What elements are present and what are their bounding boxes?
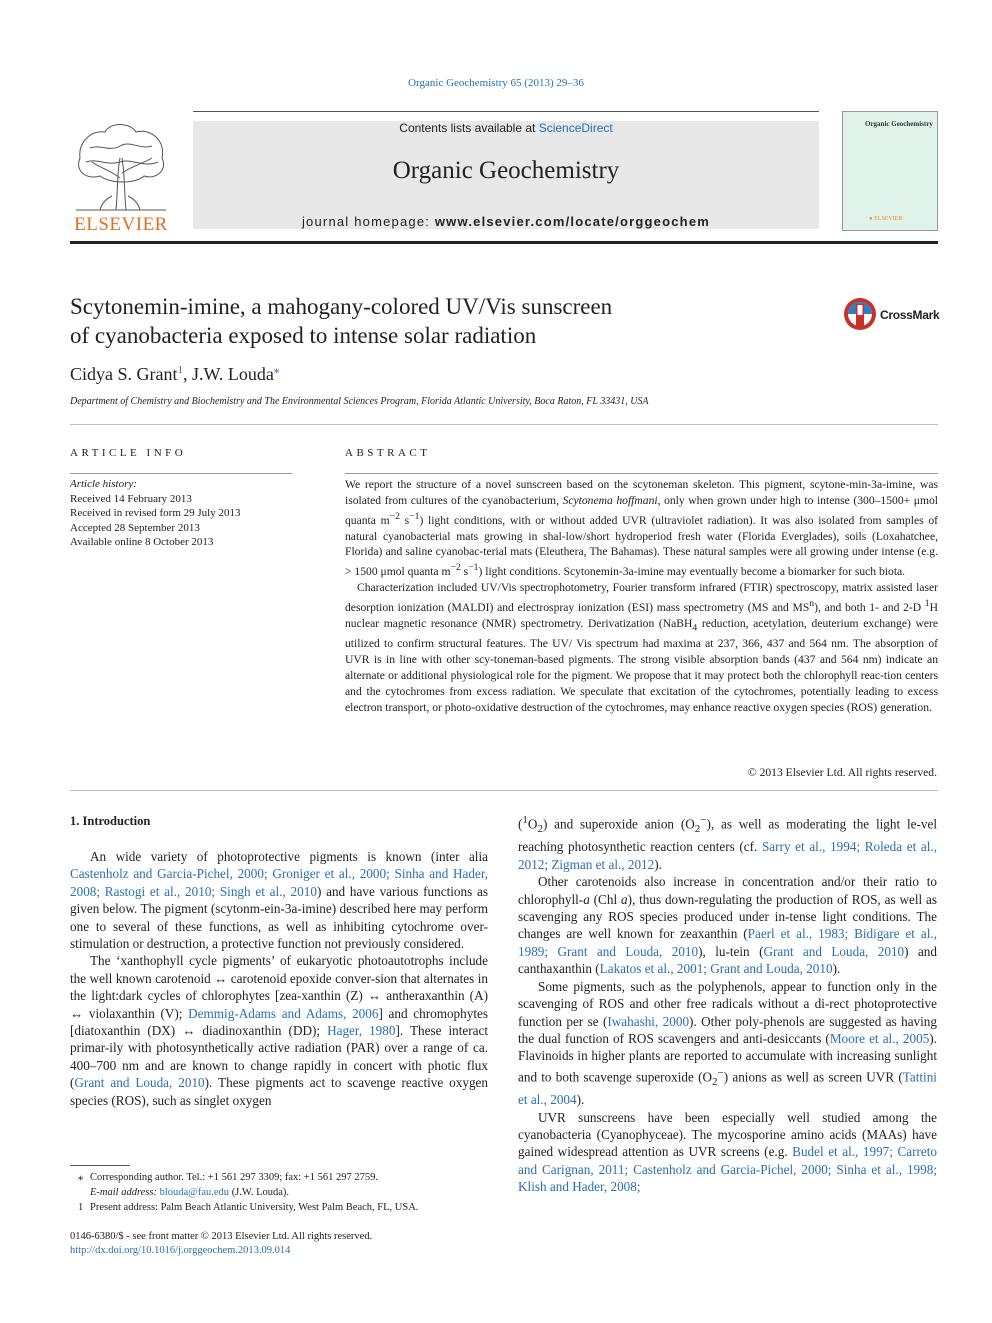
citation-link[interactable]: Tattini et al., 2004	[518, 1069, 937, 1108]
author-grant-footnote-mark[interactable]: 1	[177, 364, 183, 376]
elsevier-logo	[70, 118, 172, 234]
history-received: Received 14 February 2013	[70, 492, 192, 505]
footnote-corresponding-text: Corresponding author. Tel.: +1 561 297 3309; fax: +1 561 297 2759.	[90, 1172, 378, 1183]
contents-line	[193, 121, 819, 135]
article-title	[70, 292, 710, 350]
citation-link[interactable]: Castenholz and Garcia-Pichel, 2000; Groniger et al., 2000; Sinha and Hader, 2008; Rastogi et al., 2010; Singh et al., 2010	[70, 866, 488, 899]
journal-title: Organic Geochemistry	[392, 157, 620, 184]
intro-paragraph-4: Some pigments, such as the polyphenols, appear to function only in the scavenging of ROS and other free radicals without a di-rect photoprotective function per se (Iwahashi, 2000). Other poly-phenols are suggested as having the dual function of ROS scavengers and anti-desiccants (Moore et al., 2005). Flavinoids in higher plants are reported to accumulate with increasing sunlight and to both scavenge superoxide $(O_2^-)$ anions as well as screen UVR (Tattini et al., 2004).	[518, 978, 937, 1108]
homepage-url[interactable]: www.elsevier.com/locate/orggeochem	[434, 214, 711, 229]
elsevier-wordmark: ELSEVIER	[74, 214, 168, 235]
journal-cover-thumbnail[interactable]	[842, 111, 938, 231]
title-line-2: of cyanobacteria exposed to intense solar radiation	[70, 323, 537, 348]
footnotes	[70, 1170, 418, 1215]
history-revised: Received in revised form 29 July 2013	[70, 507, 241, 519]
homepage-label: journal homepage:	[301, 214, 435, 229]
email-label: E-mail address:	[90, 1187, 160, 1198]
bottom-matter	[70, 1230, 372, 1258]
intro-paragraph-3: Other carotenoids also increase in concentration and/or their ratio to chlorophyll-a (Chl a), thus down-regulating the production of ROS, as well as scavenging any ROS species produced under in-tense light conditions. The changes are well known for zeaxanthin (Paerl et al., 1983; Bidigare et al., 1989; Grant and Louda, 2010), lu-tein (Grant and Louda, 2010) and canthaxanthin (Lakatos et al., 2001; Grant and Louda, 2010).	[518, 874, 937, 977]
intro-paragraph-2-cont: $(^1O_2)$ and superoxide anion $(O_2^-)$, as well as moderating the light le-vel reaching photosynthetic reaction centers (cf. Sarry et al., 1994; Roleda et al., 2012; Zigman et al., 2012).	[518, 814, 938, 872]
footnote-mark: ⁎	[78, 1172, 84, 1183]
footnote-mark: 1	[78, 1202, 84, 1213]
citation-link[interactable]: Grant and Louda, 2010	[74, 1075, 205, 1091]
article-info-rule	[70, 473, 292, 474]
citation-link[interactable]: Budel et al., 1997; Carreto and Carignan, 2011; Castenholz and Garcia-Pichel, 2000; Sinha et al., 1998; Klish and Hader, 2008;	[518, 1144, 937, 1195]
article-info-heading: ARTICLE INFO	[70, 447, 187, 459]
footnote-corresponding	[70, 1170, 418, 1185]
history-label: Article history:	[70, 478, 137, 490]
doi-link[interactable]: http://dx.doi.org/10.1016/j.orggeochem.2013.09.014	[70, 1245, 291, 1256]
footnote-present-address	[70, 1200, 418, 1215]
citation-link[interactable]: Moore et al., 2005	[829, 1030, 930, 1046]
divider	[70, 424, 938, 425]
author-grant: Cidya S. Grant	[70, 364, 178, 384]
affiliation: Department of Chemistry and Biochemistry and The Environmental Sciences Program, Florida Atlantic University, Boca Raton, FL 33431, USA	[70, 396, 649, 407]
header-top-rule	[193, 111, 819, 112]
footnote-email	[70, 1185, 418, 1200]
intro-paragraph-5: UVR sunscreens have been especially well studied among the cyanobacteria (Cyanophyceae). The mycosporine amino acids (MAAs) have gained widespread attention as UVR screens (e.g. Budel et al., 1997; Carreto and Carignan, 2011; Castenholz and Garcia-Pichel, 2000; Sinha et al., 1998; Klish and Hader, 2008;	[518, 1109, 937, 1195]
author-louda: J.W. Louda	[192, 364, 274, 384]
title-line-1: Scytonemin-imine, a mahogany-colored UV/Vis sunscreen	[70, 294, 613, 319]
abstract-rule	[345, 473, 938, 474]
abstract-heading: ABSTRACT	[345, 447, 431, 459]
citation-link[interactable]: Demmig-Adams and Adams, 2006	[188, 1005, 379, 1021]
abstract-copyright: © 2013 Elsevier Ltd. All rights reserved.	[747, 766, 937, 779]
abstract-paragraph-1: We report the structure of a novel sunscreen based on the scytoneman skeleton. This pigment, scytone-min-3a-imine, was isolated from cultures of the cyanobacterium, Scytonema hoffmani, only when grown under high to intense (300–1500+ μmol quanta $m^{-2}$ $s^{-1}$) light conditions, with or without added UVR (ultraviolet radiation). It was also isolated from samples of natural cyanobacterial mats growing in shal-low/short hydroperiod fresh water (Florida Everglades), soils (Loxahatchee, Florida) and saline cyanobac-terial mats (Eleuthera, The Bahamas). These natural samples were all growing under intense (e.g. > 1500 μmol quanta $m^{-2}$ $s^{-1}$) light conditions. Scytonemin-3a-imine may eventually become a biomarker for such biota.	[345, 478, 938, 579]
intro-paragraph-2: The ‘xanthophyll cycle pigments’ of eukaryotic photoautotrophs include the well known carotenoid ↔ carotenoid epoxide conver-sion that alternates in the light:dark cycles of chlorophytes [zea-xanthin (Z) ↔ antheraxanthin (A) ↔ violaxanthin (V); Demmig-Adams and Adams, 2006] and chromophytes [diatoxanthin (DX) ↔ diadinoxanthin (DD); Hager, 1980]. These interact primar-ily with photosynthetically active radiation (PAR) over a range of ca. 400–700 nm and are known to change rapidly in concert with photic flux (Grant and Louda, 2010). These pigments act to scavenge reactive oxygen species (ROS), such as singlet oxygen	[70, 953, 488, 1108]
author-list	[70, 363, 279, 385]
email-suffix: (J.W. Louda).	[229, 1187, 290, 1198]
citation-link[interactable]: Grant and Louda, 2010	[763, 943, 905, 959]
email-link[interactable]: blouda@fau.edu	[159, 1187, 230, 1198]
journal-homepage	[193, 214, 819, 229]
issn-line: 0146-6380/$ - see front matter © 2013 Elsevier Ltd. All rights reserved.	[70, 1231, 373, 1242]
citation-link[interactable]: Iwahashi, 2000	[607, 1013, 690, 1029]
intro-paragraph-1: An wide variety of photoprotective pigments is known (inter alia Castenholz and Garcia-Pichel, 2000; Groniger et al., 2000; Sinha and Hader, 2008; Rastogi et al., 2010; Singh et al., 2010) and have various functions as given below. The pigment (scytonm-ein-3a-imine) described here may perform one to several of these functions, as well as inhibiting cytochrome over-stimulation or destruction, a protective function not previously considered.	[70, 849, 488, 952]
citation-link[interactable]: Sarry et al., 1994; Roleda et al., 2012; Zigman et al., 2012	[518, 839, 937, 872]
sciencedirect-link[interactable]: ScienceDirect	[538, 121, 613, 135]
article-history	[70, 477, 240, 550]
crossmark-icon	[842, 296, 878, 332]
citation-link[interactable]: Lakatos et al., 2001; Grant and Louda, 2010	[599, 961, 833, 977]
body-column-left	[70, 848, 488, 1109]
cover-title: Organic Geochemistry	[865, 120, 933, 128]
crossmark-label: CrossMark	[880, 308, 940, 322]
introduction-heading: 1. Introduction	[70, 814, 151, 828]
contents-prefix: Contents lists available at	[399, 121, 539, 135]
author-separator: ,	[183, 364, 192, 384]
header-rule	[70, 241, 938, 244]
divider	[70, 790, 938, 791]
elsevier-tree-icon	[70, 118, 172, 214]
history-accepted: Accepted 28 September 2013	[70, 521, 200, 534]
cover-logo-icon: ● ELSEVIER	[869, 216, 903, 222]
footnote-rule	[70, 1165, 130, 1166]
abstract-body	[345, 477, 938, 716]
abstract-paragraph-2: Characterization included UV/Vis spectrophotometry, Fourier transform infrared (FTIR) spectroscopy, matrix assisted laser desorption ionization (MALDI) and electrospray ionization (ESI) mass spectrometry (MS and $MS^n$), and both 1- and 2-D $^1$H nuclear magnetic resonance (NMR) spectrometry. Derivatization (NaBH$_4$ reduction, acetylation, deuterium exchange) were utilized to confirm structural features. The UV/ Vis spectrum had maxima at 237, 366, 437 and 564 nm. The absorption of UVR is in line with other scy-toneman-based pigments. The strong visible absorption bands (437 and 564 nm) indicate an alternate or additional physiological role for the pigment. We propose that it may protect both the chlorophyll reac-tion centers and the cytochromes from excess radiation. We speculate that excitation of the cytochromes, potentially leading to excess electron transport, or photo-oxidative destruction of the cytochromes, may enhance reactive oxygen species (ROS) generation.	[345, 581, 938, 714]
history-online: Available online 8 October 2013	[70, 536, 214, 548]
footnote-present-address-text: Present address: Palm Beach Atlantic University, West Palm Beach, FL, USA.	[90, 1202, 419, 1213]
body-column-right	[518, 812, 937, 1196]
crossmark-badge[interactable]	[842, 296, 942, 332]
author-louda-corresponding-mark[interactable]: ⁎	[273, 364, 280, 376]
citation-link[interactable]: Hager, 1980	[327, 1023, 396, 1039]
journal-banner	[193, 121, 819, 229]
citation-link[interactable]: Paerl et al., 1983; Bidigare et al., 1989; Grant and Louda, 2010	[518, 926, 937, 959]
journal-reference[interactable]: Organic Geochemistry 65 (2013) 29–36	[408, 77, 584, 89]
